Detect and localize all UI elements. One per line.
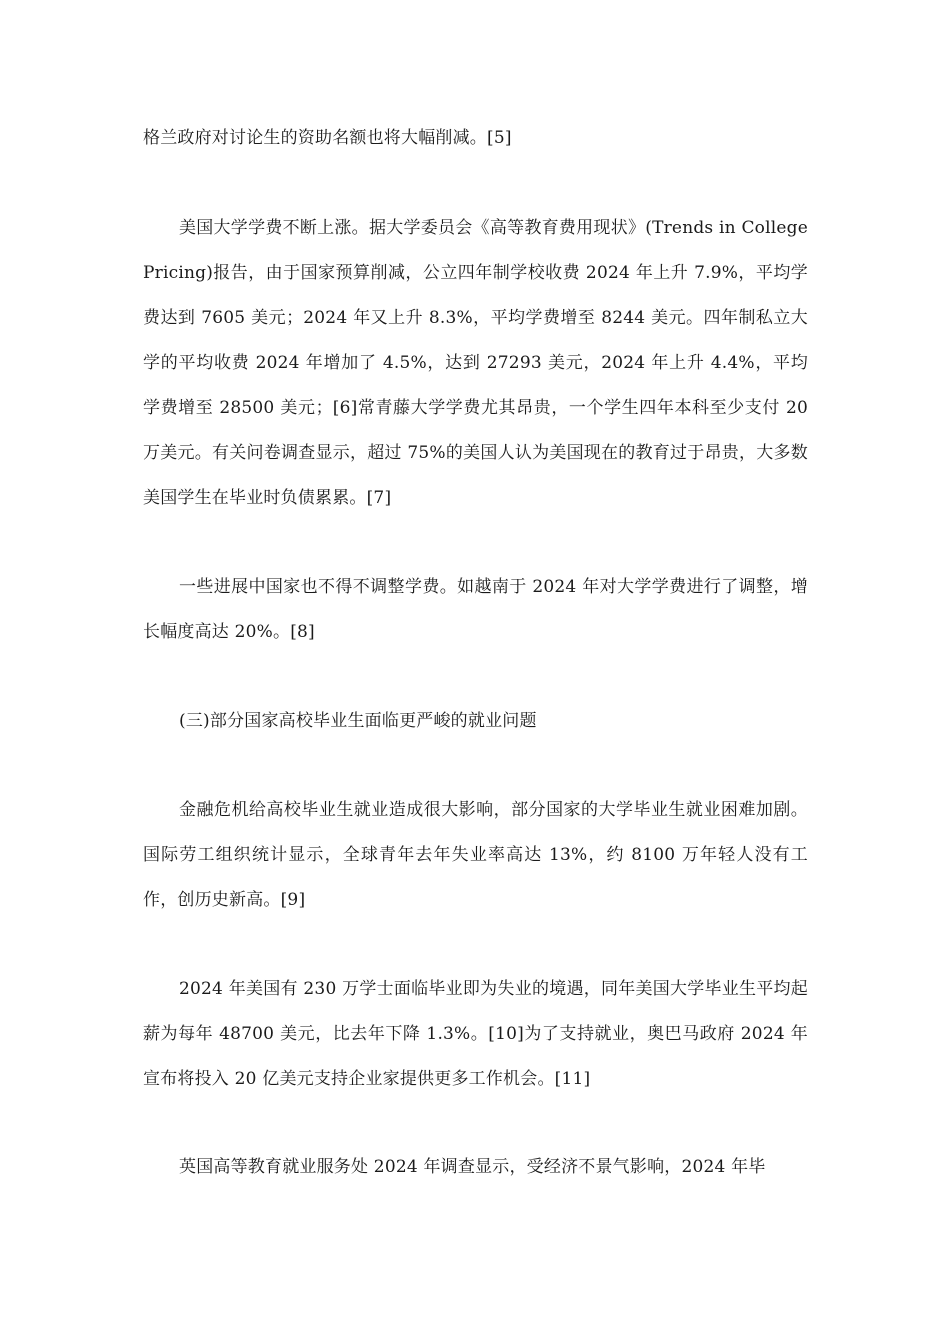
paragraph-1: 格兰政府对讨论生的资助名额也将大幅削减。[5]: [143, 128, 512, 148]
paragraph-3: 一些进展中国家也不得不调整学费。如越南于 2024 年对大学学费进行了调整，增长幅度高达 20%。[8]: [143, 577, 808, 642]
document-page: [143, 0, 808, 1344]
paragraph-5: 金融危机给高校毕业生就业造成很大影响，部分国家的大学毕业生就业困难加剧。国际劳工组织统计显示，全球青年去年失业率高达 13%，约 8100 万年轻人没有工作，创历史新高。[9]: [143, 800, 808, 910]
paragraph-2: 美国大学学费不断上涨。据大学委员会《高等教育费用现状》(Trends in College Pricing)报告，由于国家预算削减，公立四年制学校收费 2024 年上升 7.9%，平均学费达到 7605 美元；2024 年又上升 8.3%，平均学费增至 8244 美元。四年制私立大学的平均收费 2024 年增加了 4.5%，达到 27293 美元，2024 年上升 4.4%，平均学费增至 28500 美元；[6]常青藤大学学费尤其昂贵，一个学生四年本科至少支付 20 万美元。有关问卷调查显示，超过 75%的美国人认为美国现在的教育过于昂贵，大多数美国学生在毕业时负债累累。[7]: [143, 218, 808, 508]
section-heading: (三)部分国家高校毕业生面临更严峻的就业问题: [179, 711, 537, 731]
paragraph-6: 2024 年美国有 230 万学士面临毕业即为失业的境遇，同年美国大学毕业生平均起薪为每年 48700 美元，比去年下降 1.3%。[10]为了支持就业，奥巴马政府 2024 年宣布将投入 20 亿美元支持企业家提供更多工作机会。[11]: [143, 979, 808, 1089]
paragraph-7: 英国高等教育就业服务处 2024 年调查显示，受经济不景气影响，2024 年毕: [179, 1157, 766, 1177]
